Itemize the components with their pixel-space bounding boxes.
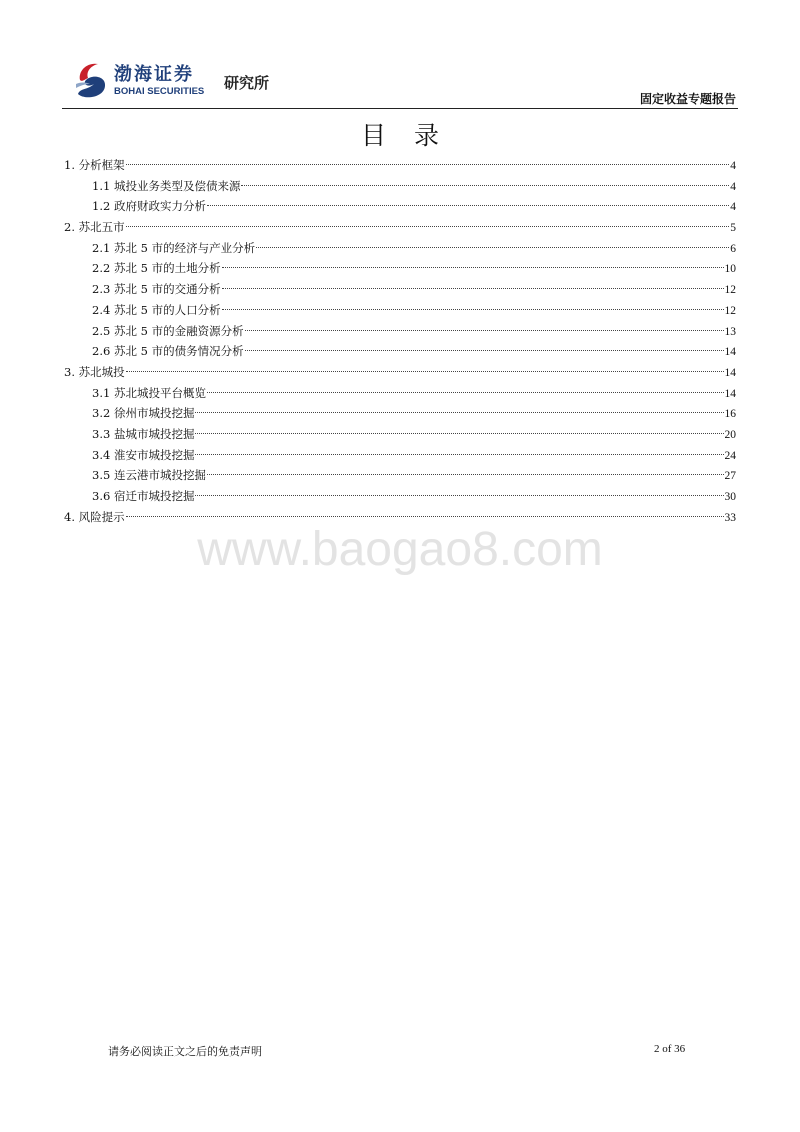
brand-department: 研究所: [224, 74, 270, 92]
toc-entry-title[interactable]: 1.2 政府财政实力分析: [92, 199, 206, 214]
toc-entry-page[interactable]: 12: [724, 284, 736, 297]
toc-entry-page[interactable]: 4: [730, 201, 736, 214]
disclaimer-note: 请务必阅读正文之后的免责声明: [108, 1045, 262, 1058]
toc-entry[interactable]: [64, 217, 736, 238]
toc-entry[interactable]: [64, 258, 736, 279]
toc-leader-dots: [245, 330, 724, 331]
toc-leader-dots: [126, 226, 730, 227]
toc-entry-title[interactable]: 2.3 苏北 5 市的交通分析: [92, 282, 221, 297]
toc-entry-page[interactable]: 5: [730, 222, 736, 235]
toc-entry[interactable]: [64, 300, 736, 321]
toc-entry[interactable]: [64, 176, 736, 197]
toc-entry-page[interactable]: 24: [724, 449, 736, 462]
toc-leader-dots: [222, 267, 724, 268]
report-type-label: 固定收益专题报告: [639, 92, 736, 106]
toc-entry-page[interactable]: 14: [724, 346, 736, 359]
toc-entry-title[interactable]: 3.1 苏北城投平台概览: [92, 385, 206, 400]
toc-leader-dots: [241, 185, 729, 186]
toc-entry-page[interactable]: 14: [724, 366, 736, 379]
toc-entry-title[interactable]: 2.2 苏北 5 市的土地分析: [92, 261, 221, 276]
toc-entry-page[interactable]: 6: [730, 242, 736, 255]
brand-name-en: BOHAI SECURITIES: [114, 86, 205, 97]
toc-leader-dots: [126, 371, 724, 372]
toc-entry[interactable]: [64, 341, 736, 362]
toc-entry-title[interactable]: 2.6 苏北 5 市的债务情况分析: [92, 344, 244, 359]
toc-entry-page[interactable]: 4: [730, 160, 736, 172]
toc-leader-dots: [195, 412, 723, 413]
toc-entry-title[interactable]: 2. 苏北五市: [64, 220, 125, 235]
toc-entry-page[interactable]: 14: [724, 387, 736, 400]
toc-entry-title[interactable]: 4. 风险提示: [64, 509, 125, 524]
toc-entry-page[interactable]: 16: [724, 408, 736, 421]
toc-entry[interactable]: [64, 383, 736, 404]
toc-entry-title[interactable]: 3.6 宿迁市城投挖掘: [92, 489, 195, 503]
toc-entry[interactable]: [64, 155, 736, 176]
toc-entry-page[interactable]: 13: [724, 325, 736, 338]
toc-entry-page[interactable]: 33: [724, 511, 736, 524]
toc-entry[interactable]: [64, 196, 736, 217]
toc-entry-page[interactable]: 27: [724, 470, 736, 483]
toc-entry-page[interactable]: 12: [724, 304, 736, 317]
toc-entry[interactable]: [64, 279, 736, 300]
toc-entry[interactable]: [64, 465, 736, 486]
toc-entry[interactable]: [64, 424, 736, 445]
brand-name-cn: 渤海证券: [114, 64, 194, 85]
toc-entry-title[interactable]: 1.1 城投业务类型及偿债来源: [92, 178, 241, 193]
toc-leader-dots: [245, 350, 724, 351]
toc-entry-title[interactable]: 3.3 盐城市城投挖掘: [92, 426, 195, 441]
toc-entry-title[interactable]: 2.1 苏北 5 市的经济与产业分析: [92, 240, 256, 255]
toc-leader-dots: [207, 392, 724, 393]
toc-entry-title[interactable]: 2.4 苏北 5 市的人口分析: [92, 302, 221, 317]
watermark: www.baogao8.com: [197, 523, 603, 576]
company-logo: [74, 60, 294, 104]
toc-entry-title[interactable]: 3.2 徐州市城投挖掘: [92, 406, 195, 421]
toc-leader-dots: [207, 205, 729, 206]
toc-entry[interactable]: [64, 486, 736, 507]
table-of-contents: [64, 155, 736, 527]
toc-leader-dots: [126, 164, 730, 165]
toc-entry-title[interactable]: 2.5 苏北 5 市的金融资源分析: [92, 323, 244, 338]
toc-leader-dots: [222, 309, 724, 310]
toc-title: 目录: [360, 121, 467, 150]
toc-leader-dots: [195, 454, 723, 455]
toc-entry-title[interactable]: 1. 分析框架: [64, 158, 125, 172]
toc-leader-dots: [256, 247, 729, 248]
toc-entry-page[interactable]: 30: [724, 491, 736, 503]
toc-entry-page[interactable]: 20: [724, 428, 736, 441]
toc-entry[interactable]: [64, 362, 736, 383]
header-divider: [62, 108, 738, 109]
toc-entry-page[interactable]: 4: [730, 180, 736, 193]
toc-entry[interactable]: [64, 445, 736, 466]
toc-entry-page[interactable]: 10: [724, 263, 736, 276]
page-indicator: 2 of 36: [654, 1043, 686, 1055]
toc-entry[interactable]: [64, 321, 736, 342]
toc-leader-dots: [222, 288, 724, 289]
toc-entry-title[interactable]: 3. 苏北城投: [64, 364, 125, 379]
toc-entry[interactable]: [64, 238, 736, 259]
toc-entry-title[interactable]: 3.4 淮安市城投挖掘: [92, 447, 195, 462]
bohai-logo-icon: [74, 60, 106, 100]
toc-entry[interactable]: [64, 403, 736, 424]
toc-leader-dots: [207, 474, 724, 475]
toc-leader-dots: [126, 516, 724, 517]
toc-entry-title[interactable]: 3.5 连云港市城投挖掘: [92, 468, 206, 483]
toc-leader-dots: [195, 495, 723, 496]
toc-leader-dots: [195, 433, 723, 434]
